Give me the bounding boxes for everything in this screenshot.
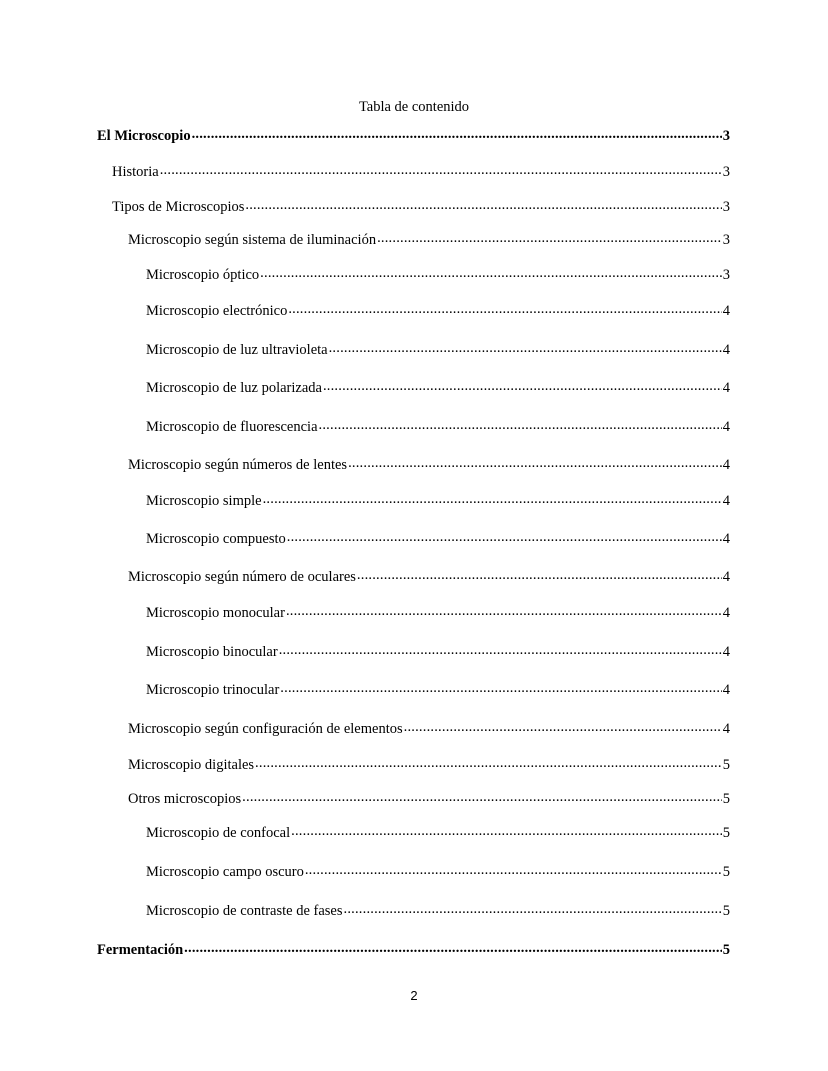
toc-dot-leader (357, 567, 722, 581)
toc-dot-leader (160, 162, 722, 176)
toc-entry-page: 5 (722, 791, 730, 807)
toc-dot-leader (279, 642, 722, 656)
toc-entry[interactable] (112, 197, 730, 216)
toc-dot-leader (329, 340, 722, 354)
toc-dot-leader (377, 230, 722, 244)
toc-entry-page: 4 (722, 569, 730, 585)
toc-entry[interactable] (128, 719, 730, 738)
toc-dot-leader (263, 491, 722, 505)
toc-entry-label: Microscopio de contraste de fases (146, 903, 343, 919)
toc-entry[interactable] (128, 230, 730, 249)
toc-entry-label: Microscopio según configuración de elementos (128, 721, 403, 737)
toc-dot-leader (255, 755, 722, 769)
toc-dot-leader (344, 901, 722, 915)
toc-entry[interactable] (128, 567, 730, 586)
toc-dot-leader (286, 603, 722, 617)
toc-entry-label: Microscopio de luz ultravioleta (146, 342, 328, 358)
toc-entry-page: 5 (722, 942, 730, 958)
toc-entry-label: Microscopio binocular (146, 644, 278, 660)
toc-entry-page: 3 (722, 164, 730, 180)
toc-entry-label: Microscopio según números de lentes (128, 457, 348, 473)
toc-entry-label: Microscopio compuesto (146, 531, 286, 547)
toc-entry[interactable] (146, 680, 730, 699)
toc-entry-page: 4 (722, 531, 730, 547)
toc-dot-leader (319, 417, 722, 431)
toc-dot-leader (288, 301, 721, 315)
toc-dot-leader (242, 789, 722, 803)
toc-entry[interactable] (146, 265, 730, 284)
toc-entry-label: Microscopio óptico (146, 267, 260, 283)
toc-entry[interactable] (97, 940, 730, 959)
toc-entry-label: Microscopio digitales (128, 757, 255, 773)
toc-entry-label: Historia (112, 164, 159, 180)
toc-entry-label: Microscopio simple (146, 493, 262, 509)
toc-entry-label: Fermentación (97, 942, 184, 958)
toc-dot-leader (260, 265, 722, 279)
toc-entry[interactable] (146, 862, 730, 881)
toc-entry[interactable] (146, 301, 730, 320)
toc-dot-leader (184, 940, 722, 954)
toc-entry-page: 4 (722, 380, 730, 396)
toc-entry-page: 4 (722, 644, 730, 660)
toc-dot-leader (348, 455, 722, 469)
toc-entry[interactable] (97, 126, 730, 145)
toc-entry-label: Microscopio de fluorescencia (146, 419, 318, 435)
toc-entry[interactable] (146, 529, 730, 548)
toc-entry-label: El Microscopio (97, 128, 191, 144)
toc-entry[interactable] (146, 378, 730, 397)
toc-dot-leader (305, 862, 722, 876)
toc-entry-page: 5 (722, 903, 730, 919)
toc-entry-label: Microscopio de confocal (146, 825, 291, 841)
toc-entry-page: 3 (722, 128, 730, 144)
toc-entry-page: 4 (722, 721, 730, 737)
toc-entry[interactable] (146, 417, 730, 436)
toc-entry-label: Otros microscopios (128, 791, 242, 807)
toc-entry-page: 4 (722, 419, 730, 435)
toc-entry[interactable] (146, 901, 730, 920)
toc-entry-page: 4 (722, 605, 730, 621)
toc-entry-page: 4 (722, 493, 730, 509)
toc-dot-leader (404, 719, 722, 733)
toc-entry-label: Microscopio campo oscuro (146, 864, 304, 880)
toc-entry[interactable] (146, 823, 730, 842)
toc-entry-page: 3 (722, 232, 730, 248)
toc-entry[interactable] (112, 162, 730, 181)
toc-entry[interactable] (146, 642, 730, 661)
toc-entry-page: 5 (722, 825, 730, 841)
toc-entry-page: 4 (722, 682, 730, 698)
toc-entry-label: Tipos de Microscopios (112, 199, 245, 215)
toc-dot-leader (280, 680, 721, 694)
toc-entry-label: Microscopio trinocular (146, 682, 280, 698)
toc-title: Tabla de contenido (358, 99, 470, 115)
toc-entry-label: Microscopio según sistema de iluminación (128, 232, 377, 248)
toc-entry[interactable] (146, 340, 730, 359)
toc-dot-leader (323, 378, 722, 392)
toc-entry-page: 4 (722, 342, 730, 358)
toc-entry-page: 5 (722, 757, 730, 773)
toc-entry-label: Microscopio de luz polarizada (146, 380, 322, 396)
toc-entry-page: 5 (722, 864, 730, 880)
toc-entry[interactable] (146, 491, 730, 510)
toc-entry-page: 3 (722, 199, 730, 215)
toc-entry-page: 3 (722, 267, 730, 283)
page-number: 2 (410, 988, 418, 1003)
toc-entry[interactable] (128, 755, 730, 774)
toc-entry-label: Microscopio según número de oculares (128, 569, 356, 585)
toc-entry-page: 4 (722, 303, 730, 319)
toc-entry-page: 4 (722, 457, 730, 473)
toc-entry-label: Microscopio monocular (146, 605, 285, 621)
toc-entry[interactable] (128, 789, 730, 808)
toc-entry[interactable] (128, 455, 730, 474)
toc-dot-leader (291, 823, 722, 837)
toc-entry[interactable] (146, 603, 730, 622)
toc-dot-leader (287, 529, 722, 543)
toc-entry-label: Microscopio electrónico (146, 303, 288, 319)
toc-dot-leader (245, 197, 721, 211)
toc-dot-leader (192, 126, 722, 140)
